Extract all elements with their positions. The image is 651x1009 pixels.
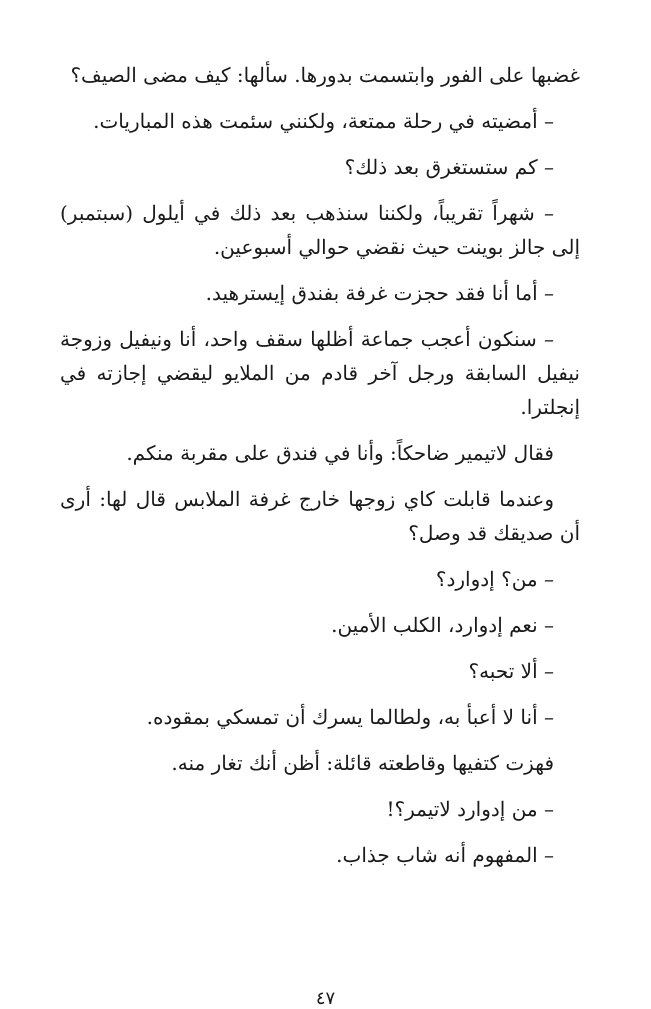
paragraph-12: – أنا لا أعبأ به، ولطالما يسرك أن تمسكي بمقوده.: [146, 705, 554, 729]
paragraph-6: – سنكون أعجب جماعة أظلها سقف واحد، أنا ونيفيل وزوجة نيفيل السابقة ورجل آخر قادم من الملايو ليقضي إجازته في إنجلترا.: [60, 327, 580, 419]
paragraph-4: – شهراً تقريباً، ولكننا سنذهب بعد ذلك في أيلول (سبتمبر) إلى جالز بوينت حيث نقضي حوالي أسبوعين.: [60, 201, 580, 259]
paragraph-7: فقال لاتيمير ضاحكاً: وأنا في فندق على مقربة منكم.: [126, 441, 554, 465]
paragraph-11: – ألا تحبه؟: [468, 659, 554, 683]
paragraph-14: – من إدوارد لاتيمر؟!: [386, 797, 554, 821]
paragraph-13: فهزت كتفيها وقاطعته قائلة: أظن أنك تغار منه.: [171, 751, 554, 775]
paragraph-9: – من؟ إدوارد؟: [435, 567, 554, 591]
paragraph-5: – أما أنا فقد حجزت غرفة بفندق إيسترهيد.: [205, 281, 554, 305]
paragraph-1: غضبها على الفور وابتسمت بدورها. سألها: كيف مضى الصيف؟: [70, 63, 580, 87]
paragraph-2: – أمضيته في رحلة ممتعة، ولكنني سئمت هذه المباريات.: [93, 109, 554, 133]
page-number: ٤٧: [315, 988, 336, 1009]
paragraph-8: وعندما قابلت كاي زوجها خارج غرفة الملابس قال لها: أرى أن صديقك قد وصل؟: [60, 487, 580, 545]
paragraph-3: – كم ستستغرق بعد ذلك؟: [344, 155, 554, 179]
paragraph-10: – نعم إدوارد، الكلب الأمين.: [331, 613, 554, 637]
paragraph-15: – المفهوم أنه شاب جذاب.: [336, 843, 554, 867]
document-page: [60, 58, 580, 884]
